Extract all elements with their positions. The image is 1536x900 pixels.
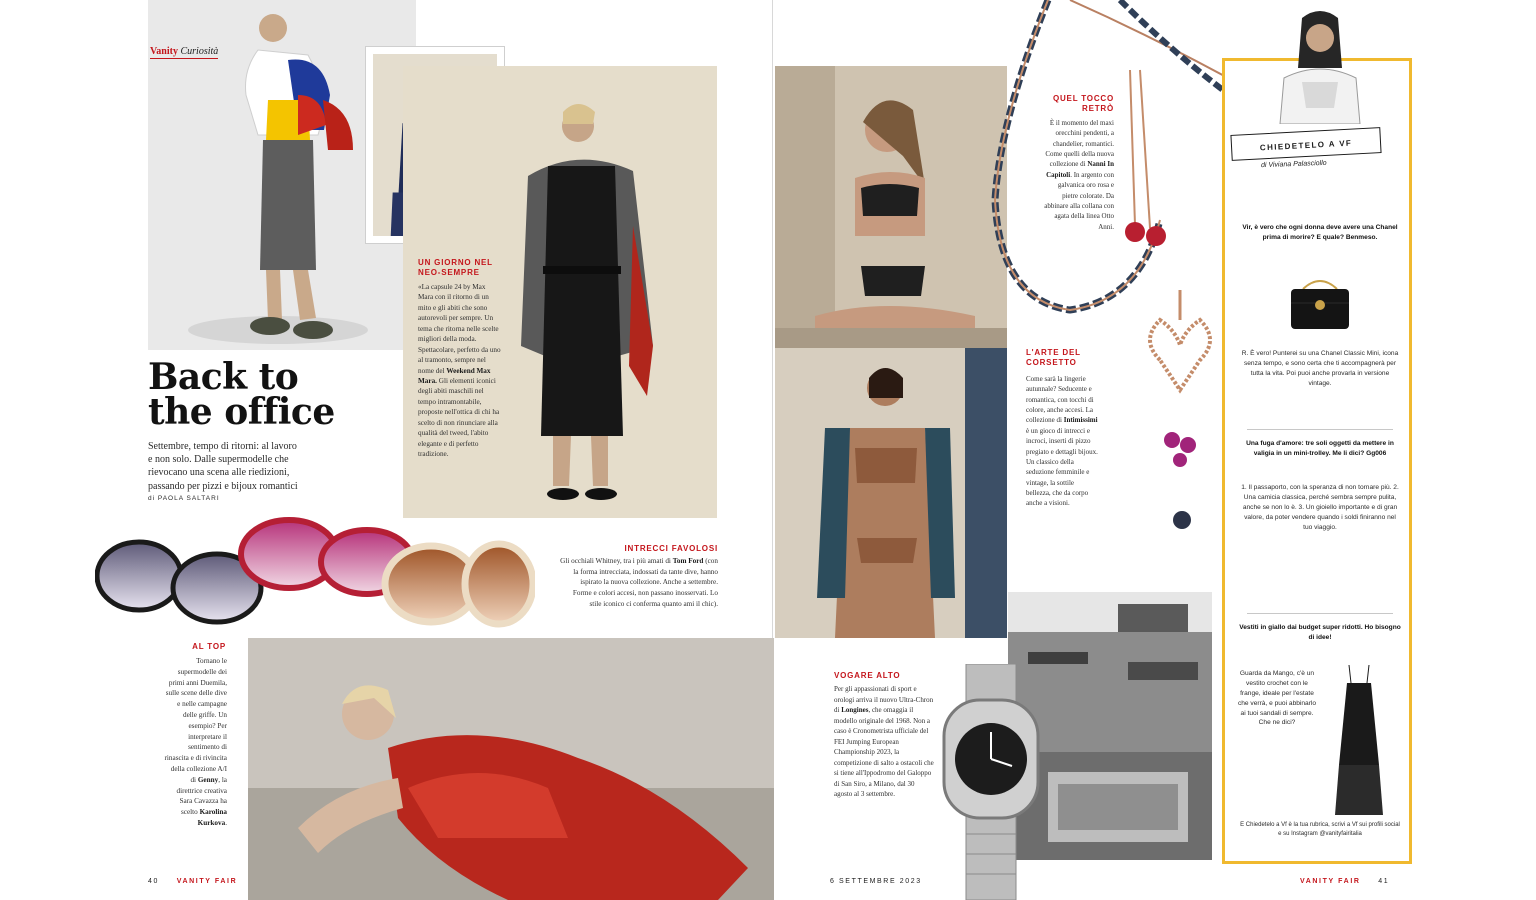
top-brand2: Karolina Kurkova [197,808,227,827]
byline: di PAOLA SALTARI [148,494,220,502]
jewelry-photo [960,0,1250,560]
section-label-sub: Curiosità [180,46,219,57]
left-folio-title: VANITY FAIR [176,878,238,885]
retro-kicker-line2: RETRÒ [1082,104,1114,113]
intro-paragraph [148,440,403,503]
top-text-part2: , la direttrice creativa Sara Cavazza ha scelto [176,775,227,817]
eyewear-body-text [560,556,718,628]
retro-text-part1: È il momento del maxi orecchini pendenti, a chandelier, romantici. Come quelli della nuova collezione di [1045,119,1114,169]
section-label-main: Vanity [150,46,178,57]
watch-kicker: VOGARE ALTO [834,671,901,680]
watch-text-part2: , che omaggia il modello originale del 1968. Non a caso è Cronometrista ufficiale del FEI Jumping European Championship 2023, la competizione di salto a ostacoli che si tiene all'Ippodromo del Galoppo di San Siro, a Milano, dal 30 agosto al 3 settembre. [834,706,934,798]
advice-header-title: CHIEDETELO A VF [1259,138,1353,153]
retro-body-text [1044,118,1114,274]
advice-question-1: Vir, è vero che ogni donna deve avere una Chanel prima di morire? E quale? Benmeso. [1242,224,1398,241]
top-text-part3: . [225,818,227,827]
eyewear-text-part1: Gli occhiali Whitney, tra i più amati di [560,557,673,565]
retro-brand: Nanni In Capitoli [1046,160,1114,179]
headline [148,356,408,434]
right-folio-title: VANITY FAIR [1300,878,1361,885]
retro-text-part2: . In argento con galvanica oro rosa e pietre colorate. Da abbinare alla collana con agata della linea Otto Anni. [1044,170,1114,231]
corset-text-part1: Come sarà la lingerie autunnale? Seducente e romantica, con tocchi di colore, anche accesi. La collezione di [1026,375,1094,425]
headline-line1: Back to [148,356,299,398]
office-text-part2: Gli elementi iconici degli abiti maschili nel tempo intramontabile, proposte nell'ottica di chi ha scelto di non rinunciare alla qualità del tweed, l'abito elegante e di perfetto tradizione. [418,376,500,458]
right-page-number: 41 [1378,878,1390,885]
eyewear-text-part2: (con la forma intrecciata, indossati da tante dive, hanno ispirato la nuova collezione. Anche a settembre. Forme e colori accesi, non passano inosservati. Lo stile iconico ci conferma quanto ami il chic). [572,557,718,608]
top-brand1: Genny [197,775,219,784]
advice-header [1230,127,1381,161]
intro-line1: Settembre, tempo di ritorni: al lavoro [148,441,297,452]
top-text-part1: Tornano le supermodelle dei primi anni Duemila, sulle scene delle dive e nelle campagne delle griffe. Un esempio? Per interpretare il sentimento di rinascita e di rivincita della collezione A/I di [164,657,227,784]
advice-answer-3: Guarda da Mango, c'è un vestito crochet con le frange, ideale per l'estate che verrà, e puoi abbinarlo ai tuoi sandali di sempre. Che ne dici? [1237,670,1317,727]
section-label [150,46,218,59]
watch-brand: Longines [841,706,869,714]
advice-column-box [1222,58,1412,864]
advice-divider-2 [1247,613,1393,614]
intro-line3: rievocano una scena alle riedizioni, [148,467,290,479]
headline-line2: the office [148,391,335,434]
right-folio-date: 6 SETTEMBRE 2023 [830,878,922,885]
right-folio [1300,878,1389,885]
top-kicker: AL TOP [192,642,226,651]
handbag-photo [1285,273,1355,335]
corset-kicker-line2: CORSETTO [1026,358,1077,367]
advice-answer-1: R. È vero! Punterei su una Chanel Classic Mini, icona senza tempo, e sono certa che ti accompagnerà per tutta la vita. Poi puoi anche provarla in versione vintage. [1241,350,1399,387]
left-folio [148,878,237,885]
advice-divider-1 [1247,429,1393,430]
corset-text-part2: è un gioco di intrecci e incroci, inserti di pizzo pregiato e dettagli bijoux. Un classico della seduzione femminile e vintage, la sottile bellezza, che da corpo anche a visioni. [1026,426,1098,508]
office-kicker-line1: UN GIORNO NEL [418,258,493,267]
intro-line2: e non solo. Dalle supermodelle che [148,454,289,466]
sunglasses-group [95,508,535,638]
red-dress-photo [248,638,774,900]
watch-text-part1: Per gli appassionati di sport e orologi arriva il nuovo Ultra-Chron di [834,685,934,714]
corset-kicker-line1: L'ARTE DEL [1026,348,1081,357]
retro-kicker [1044,94,1114,114]
advice-footer: E Chiedetelo a Vf è la tua rubrica, scrivi a Vf sui profili social e su Instagram @vanityfairitalia [1240,822,1400,837]
watch-body-text [834,684,934,866]
retro-kicker-line1: QUEL TOCCO [1052,94,1114,103]
advice-answer-2: 1. Il passaporto, con la speranza di non tornare più. 2. Una camicia classica, perché sembra sempre pulita, anche se non lo è. 3. Un gioiello importante e di gran valore, da poter vendere quando i soldi finiranno nel tuo viaggio. [1241,484,1399,531]
advice-question-2: Una fuga d'amore: tre soli oggetti da mettere in valigia in un mini-trolley. Me li dici? Gg006 [1246,440,1394,457]
advice-author: di Viviana Palasciollo [1260,159,1327,170]
eyewear-kicker: INTRECCI FAVOLOSI [624,544,718,553]
top-body-text [164,656,227,868]
left-page-number: 40 [148,878,159,885]
office-kicker-line2: NEO-SEMPRE [418,268,480,277]
corset-body-text [1026,374,1100,580]
wristwatch-photo [938,664,1044,900]
office-kicker [418,258,510,278]
intro-line4: passando per pizzi e bijoux romantici [148,480,298,492]
corset-kicker [1026,348,1106,368]
office-brand: Weekend Max Mara. [418,366,491,385]
eyewear-brand: Tom Ford [672,557,704,565]
corset-brand: Intimissimi [1063,416,1098,425]
crochet-dress-photo [1329,665,1389,815]
columnist-portrait [1272,8,1368,124]
office-body-text [418,282,502,504]
office-text-part1: «La capsule 24 by Max Mara con il ritorno di un mito e gli abiti che sono autorevoli per sempre. Un tema che ritorna nelle scelte migliori della moda. Spettacolare, perfetto da uno al tramonto, sempre nel nome del [418,283,501,375]
advice-question-3: Vestiti in giallo dai budget super ridotti. Ho bisogno di idee! [1239,624,1401,641]
